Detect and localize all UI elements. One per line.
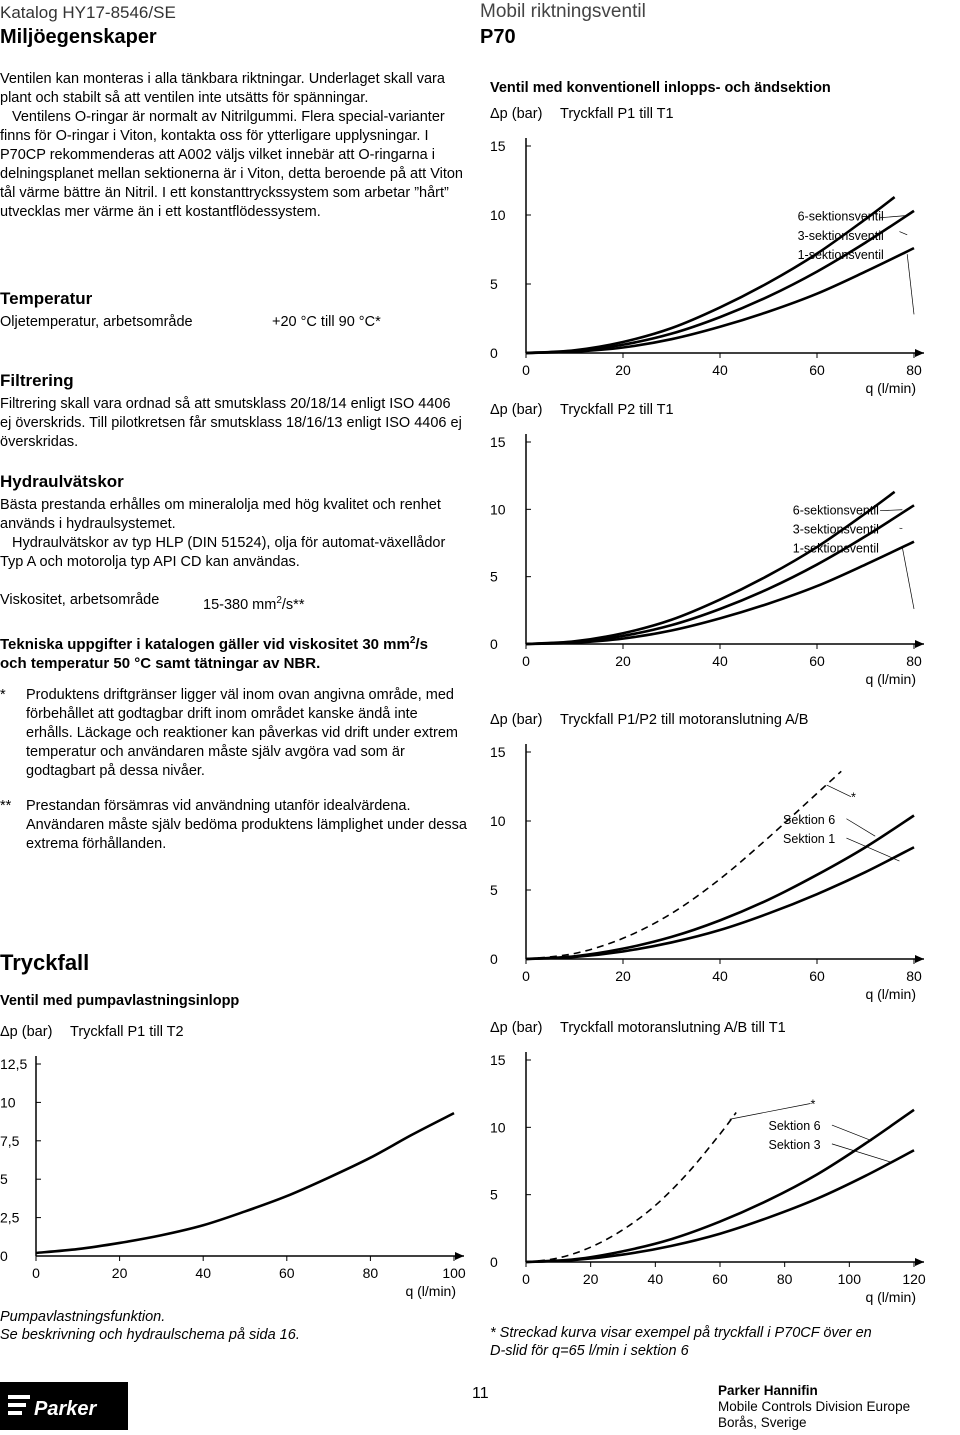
footnote-1-mark: * — [0, 687, 6, 703]
chart-x-tick-label: 80 — [906, 653, 922, 669]
chart-series-line — [526, 847, 914, 959]
hydraulic-fluids-paragraph-1: Bästa prestanda erhålles om mineralolja med hög kvalitet och renhet används i hydraulsystemet. — [0, 497, 441, 532]
chart-series-line — [526, 248, 914, 353]
footer-company-block — [718, 1383, 910, 1431]
chart-y-tick-label: 0 — [490, 345, 498, 361]
intro-paragraph-2: Ventilens O-ringar är normalt av Nitrilgummi. Flera special-varianter finns för O-ringar i Viton, kontakta oss för ytterligare upplysningar. I P70CP rekommenderas att A002 väljs vilket innebär att O-ringarna i delningsplanet mellan sektionerna är i Viton, detta beroende på att Viton tål värme bättre än Nitril. I ett konstanttryckssystem som arbetar ”hårt” utvecklas mer värme än i ett kostantflödessystem. — [0, 109, 463, 220]
chart-x-tick-label: 80 — [906, 968, 922, 984]
chart-x-tick-label: 0 — [32, 1265, 40, 1281]
chart-y-tick-label: 15 — [490, 1052, 506, 1068]
footnote-2-text: Prestandan försämras vid användning utanför idealvärdena. Användaren måste själv bedöma produktens lämplighet under dessa extrema förhållanden. — [26, 798, 467, 852]
chart-title: Tryckfall P2 till T1 — [560, 402, 674, 418]
chart-series-label: 6-sektionsventil — [797, 209, 884, 224]
chart-delta-label: Δp (bar) — [0, 1024, 53, 1040]
chart-series-line — [526, 1150, 914, 1262]
right-footnote-line-2: D-slid för q=65 l/min i sektion 6 — [490, 1343, 689, 1359]
chart-x-tick-label: 60 — [809, 653, 825, 669]
chart-y-tick-label: 5 — [490, 568, 498, 585]
chart-y-tick-label: 5 — [0, 1171, 8, 1188]
chart-x-axis-arrow — [915, 349, 924, 357]
product-category: Mobil riktningsventil — [480, 1, 646, 22]
intro-paragraph-1: Ventilen kan monteras i alla tänkbara riktningar. Underlaget skall vara plant och stabilt så att ventilen inte utsätts för spänningar. — [0, 71, 445, 106]
chart-x-tick-label: 100 — [837, 1271, 862, 1287]
viscosity-value — [203, 591, 304, 615]
chart-series-label: Sektion 6 — [768, 1119, 821, 1134]
chart-y-tick-label: 10 — [490, 501, 506, 518]
tech-note-line-1b: /s — [415, 636, 428, 653]
filtration-heading: Filtrering — [0, 371, 74, 390]
chart-x-tick-label: 20 — [615, 653, 631, 669]
chart-svg — [490, 1014, 930, 1314]
chart-p1-t2-caption-1: Pumpavlastningsfunktion. — [0, 1309, 166, 1325]
chart-delta-label: Δp (bar) — [490, 1020, 543, 1036]
product-model: P70 — [480, 26, 516, 48]
chart-x-tick-label: 0 — [522, 1271, 530, 1287]
tech-note-line-1 — [0, 631, 470, 654]
chart-x-tick-label: 40 — [647, 1271, 664, 1287]
footnote-2 — [0, 797, 468, 854]
chart-x-axis-arrow — [915, 640, 924, 648]
chart-dashed-series-line — [526, 771, 841, 959]
chart-delta-label: Δp (bar) — [490, 402, 543, 418]
chart-series-label: * — [850, 790, 856, 805]
tech-note-line-1a: Tekniska uppgifter i katalogen gäller vid viskositet 30 mm — [0, 636, 410, 653]
chart-series-line — [526, 1110, 914, 1262]
chart-label-leader — [880, 510, 902, 511]
chart-p1-t1 — [490, 100, 930, 405]
page-number: 11 — [472, 1385, 489, 1402]
chart-y-tick-label: 10 — [490, 1119, 506, 1136]
chart-label-leader — [827, 785, 851, 797]
chart-delta-label: Δp (bar) — [490, 106, 543, 122]
viscosity-value-tail: /s** — [281, 596, 305, 613]
chart-series-line — [36, 1113, 454, 1253]
chart-series-label: * — [810, 1097, 816, 1112]
chart-y-tick-label: 10 — [490, 207, 506, 223]
chart-x-tick-label: 80 — [906, 362, 922, 378]
chart-series-label: 3-sektionsventil — [792, 522, 879, 537]
hydraulic-fluids-heading: Hydraulvätskor — [0, 472, 124, 491]
chart-ab-t1 — [490, 1014, 930, 1314]
chart-p1-t2 — [0, 1018, 470, 1308]
chart-svg — [0, 1018, 470, 1308]
chart-x-tick-label: 40 — [712, 653, 728, 669]
chart-p2-t1 — [490, 396, 930, 696]
pressure-drop-heading: Tryckfall — [0, 950, 90, 975]
chart-y-tick-label: 10 — [0, 1094, 16, 1111]
chart-label-leader — [730, 1103, 811, 1119]
chart-label-leader — [846, 819, 875, 836]
footnote-2-mark: ** — [0, 798, 12, 814]
chart-title: Tryckfall P1/P2 till motoranslutning A/B — [560, 712, 809, 728]
chart-x-tick-label: 20 — [615, 362, 631, 378]
chart-label-leader — [899, 232, 907, 235]
chart-x-tick-label: 100 — [442, 1265, 466, 1281]
chart-series-label: 6-sektionsventil — [792, 503, 879, 518]
chart-x-axis-arrow — [915, 955, 924, 963]
chart-title: Tryckfall P1 till T1 — [560, 106, 674, 122]
chart-x-axis-label: q (l/min) — [865, 1289, 916, 1305]
chart-x-tick-label: 60 — [279, 1265, 295, 1281]
chart-x-tick-label: 80 — [362, 1265, 379, 1281]
chart-x-tick-label: 120 — [902, 1271, 926, 1287]
chart-label-leader — [907, 254, 914, 314]
chart-x-tick-label: 0 — [522, 362, 530, 378]
temperature-heading: Temperatur — [0, 289, 93, 308]
chart-x-axis-label: q (l/min) — [405, 1283, 456, 1299]
chart-p1-t2-caption-2: Se beskrivning och hydraulschema på sida 16. — [0, 1327, 300, 1343]
chart-y-tick-label: 15 — [490, 434, 506, 450]
viscosity-label: Viskositet, arbetsområde — [0, 592, 160, 608]
footer-division: Mobile Controls Division Europe — [718, 1399, 911, 1414]
chart-y-tick-label: 5 — [490, 1186, 498, 1203]
chart-series-line — [526, 812, 914, 959]
chart-x-axis-label: q (l/min) — [865, 380, 916, 396]
tech-note — [0, 631, 470, 673]
chart-delta-label: Δp (bar) — [490, 712, 543, 728]
chart-series-label: Sektion 3 — [768, 1137, 821, 1152]
chart-series-label: 1-sektionsventil — [797, 248, 884, 263]
chart-label-leader — [832, 1125, 872, 1141]
viscosity-value-main: 15-380 mm — [203, 596, 277, 613]
chart-y-tick-label: 5 — [490, 276, 498, 292]
chart-x-tick-label: 60 — [809, 362, 825, 378]
hydraulic-fluids-text — [0, 496, 455, 572]
chart-y-tick-label: 12,5 — [0, 1056, 28, 1072]
footer-company: Parker Hannifin — [718, 1383, 818, 1398]
chart-series-label: Sektion 6 — [783, 812, 836, 827]
right-footnote-line-1: * Streckad kurva visar exempel på tryckfall i P70CF över en — [490, 1325, 872, 1341]
chart-svg — [490, 706, 930, 1011]
chart-x-tick-label: 0 — [522, 968, 530, 984]
chart-x-tick-label: 40 — [712, 362, 728, 378]
chart-series-label: Sektion 1 — [783, 832, 836, 847]
chart-x-axis-label: q (l/min) — [865, 986, 916, 1002]
hydraulic-fluids-paragraph-2: Hydraulvätskor av typ HLP (DIN 51524), olja för automat-växellådor Typ A och motorolja typ API CD kan användas. — [0, 535, 446, 570]
chart-series-line — [526, 542, 914, 644]
parker-logo-text: Parker — [34, 1398, 97, 1420]
chart-x-axis-arrow — [455, 1252, 464, 1260]
chart-y-tick-label: 7,5 — [0, 1132, 20, 1149]
pressure-drop-subheading: Ventil med pumpavlastningsinlopp — [0, 993, 240, 1009]
chart-series-label: 3-sektionsventil — [797, 228, 884, 243]
footnote-1 — [0, 686, 468, 781]
chart-title: Tryckfall P1 till T2 — [70, 1024, 184, 1040]
temperature-value: +20 °C till 90 °C* — [272, 314, 381, 330]
chart-x-tick-label: 80 — [776, 1271, 793, 1287]
tech-note-line-2: och temperatur 50 °C samt tätningar av NBR. — [0, 655, 321, 672]
chart-y-tick-label: 10 — [490, 813, 506, 829]
chart-y-tick-label: 0 — [490, 1254, 498, 1270]
parker-logo-svg — [0, 1382, 128, 1430]
chart-y-tick-label: 0 — [0, 1248, 8, 1264]
chart-svg — [490, 396, 930, 696]
chart-title: Tryckfall motoranslutning A/B till T1 — [560, 1020, 786, 1036]
footer-location: Borås, Sverige — [718, 1415, 807, 1430]
chart-x-tick-label: 60 — [712, 1271, 728, 1287]
chart-x-tick-label: 60 — [809, 968, 825, 984]
temperature-label: Oljetemperatur, arbetsområde — [0, 314, 193, 330]
chart-y-tick-label: 0 — [490, 951, 498, 967]
chart-x-tick-label: 20 — [615, 968, 631, 984]
chart-label-leader — [902, 547, 914, 609]
right-heading: Ventil med konventionell inlopps- och ändsektion — [490, 80, 831, 96]
chart-x-axis-label: q (l/min) — [865, 671, 916, 687]
parker-logo — [0, 1382, 128, 1430]
tech-note-line-1-sup: 2 — [409, 635, 416, 646]
chart-p1p2-ab — [490, 706, 930, 1011]
viscosity-value-sup: 2 — [276, 595, 282, 606]
section-title: Miljöegenskaper — [0, 26, 157, 48]
chart-x-axis-arrow — [915, 1258, 924, 1266]
chart-y-tick-label: 15 — [490, 744, 506, 760]
chart-series-label: 1-sektionsventil — [792, 541, 879, 556]
footnote-1-text: Produktens driftgränser ligger väl inom ovan angivna område, med förbehållet att godtagbar drift inom området kanske ändå inte erhålls. Läckage och reaktioner kan påverkas vid drift under extrem temperatur och användaren måste själv avgöra vad som är godtagbart på dessa nivåer. — [26, 687, 458, 779]
chart-x-tick-label: 20 — [111, 1265, 128, 1281]
chart-y-tick-label: 15 — [490, 138, 506, 154]
chart-x-tick-label: 20 — [582, 1271, 599, 1287]
chart-y-tick-label: 2,5 — [0, 1209, 20, 1226]
chart-dashed-series-line — [526, 1113, 736, 1262]
chart-svg — [490, 100, 930, 405]
chart-x-tick-label: 0 — [522, 653, 530, 669]
chart-x-tick-label: 40 — [712, 968, 728, 984]
chart-y-tick-label: 0 — [490, 636, 498, 652]
chart-y-tick-label: 5 — [490, 882, 498, 898]
intro-text — [0, 70, 465, 222]
chart-x-tick-label: 40 — [195, 1265, 211, 1281]
catalog-number: Katalog HY17-8546/SE — [0, 3, 176, 22]
filtration-text: Filtrering skall vara ordnad så att smutsklass 20/18/14 enligt ISO 4406 ej överskrids. Till pilotkretsen får smutsklass 18/16/13 enligt ISO 4406 ej överskridas. — [0, 396, 462, 450]
footnotes — [0, 686, 468, 854]
